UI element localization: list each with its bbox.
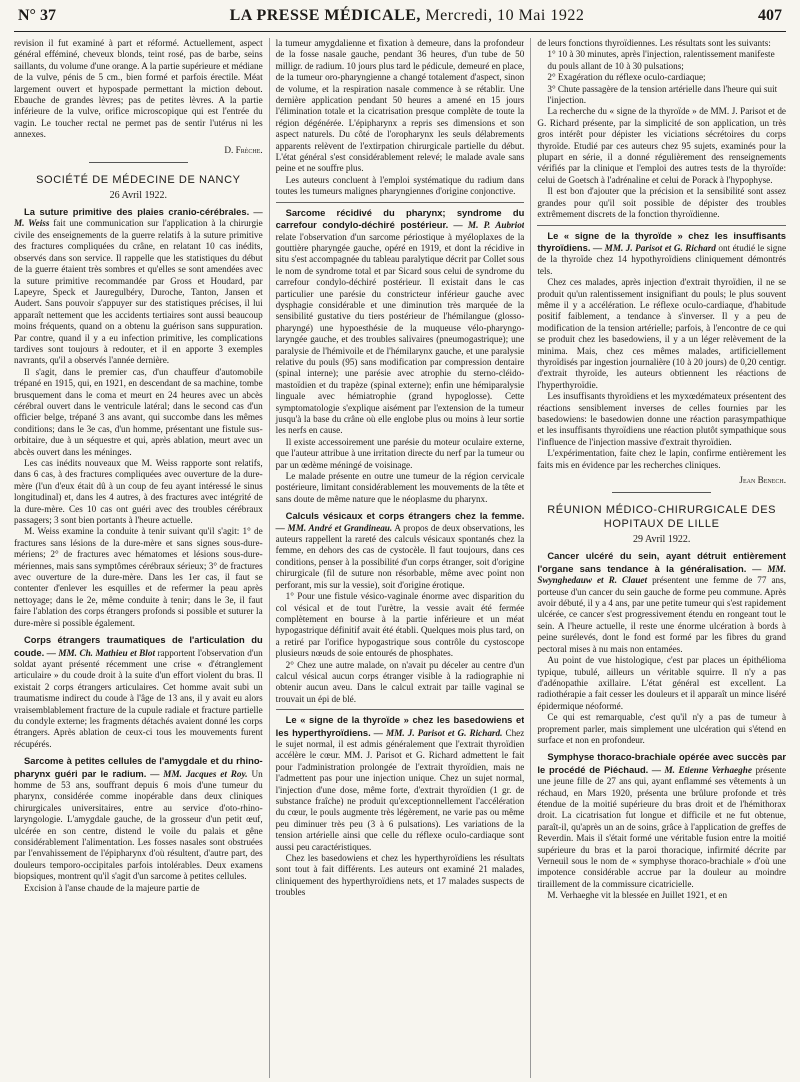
paragraph: Excision à l'anse chaude de la majeure partie de bbox=[24, 882, 200, 893]
paragraph: 2° Chez une autre malade, on n'avait pu déceler au centre d'un calcul vésical aucun corps étranger visible à la radiographie ni obtenir aucun aveu. Dans le calcul extrait par taille vaginal se trouvait un épi de blé. bbox=[275, 659, 525, 704]
section-divider bbox=[612, 492, 711, 493]
list-item: 3° Chute passagère de la tension artérielle dans l'heure qui suit l'injection. bbox=[547, 83, 778, 106]
article-author: — MM. André et Grandineau. bbox=[275, 522, 393, 533]
paragraph: Ce qui est remarquable, c'est qu'il n'y a pas de tumeur à proprement parler, mais simplement une ulcération qui s'étend en surface et non en profondeur. bbox=[537, 712, 786, 745]
results-list bbox=[537, 49, 786, 106]
article-title: Calculs vésicaux et corps étrangers chez la femme. bbox=[285, 510, 525, 522]
paragraph: 1° Pour une fistule vésico-vaginale énorme avec disparition du col vésical et de tout l'urètre, la vessie avait été fermée complètement en bourse à la partie inférieure et un méat hypogastrique définitif avait été établi. Quelques mois plus tard, on a retiré par l'orifice hypogastrique sous contrôle du cystoscope plusieurs nœuds de soie entourés de phosphates. bbox=[275, 591, 525, 659]
article-title: Sarcome à petites cellules de l'amygdale et du rhino-pharynx guéri par le radium. bbox=[14, 755, 263, 779]
article bbox=[14, 634, 263, 750]
article-author: — MM. Ch. Mathieu et Blot bbox=[46, 647, 156, 658]
list-item: 1° 10 à 30 minutes, après l'injection, ralentissement manifeste du pouls allant de 10 à 30 pulsations; bbox=[547, 49, 775, 71]
signature: D. Frèche. bbox=[224, 144, 263, 155]
article bbox=[537, 230, 786, 278]
columns bbox=[14, 38, 786, 1078]
article-title: Le « signe de la thyroïde » chez les insuffisants thyroïdiens. bbox=[537, 229, 786, 253]
article bbox=[14, 206, 263, 367]
paragraph: Les auteurs concluent à l'emploi systématique du radium dans toutes les tumeurs malignes pharyngiennes d'origine conjonctive. bbox=[275, 174, 525, 197]
paragraph: de leurs fonctions thyroïdiennes. Les résultats sont les suivants: bbox=[537, 38, 771, 48]
paragraph: Chez les basedowiens et chez les hyperthyroïdiens les résultats sont tout à fait différents. Les auteurs ont examiné 21 malades, cliniquement des hyperthyroïdiens nets, et 17 malades suspects de troubles bbox=[275, 853, 525, 898]
paragraph: Il est bon d'ajouter que la précision et la sensibilité sont assez grandes pour qu'il soit possible de dépister des troubles extrêmement discrets de la fonction thyroïdienne. bbox=[537, 186, 786, 220]
paragraph: Au point de vue histologique, c'est par places un épithélioma typique, tubulé, ailleurs un véritable squirre. Il n'y a pas d'adénopathie axillaire. L'état général est excellent. La radiothérapie a fait cesser les douleurs et il apparaît un mince liséré épidermique néoformé. bbox=[537, 655, 786, 711]
article-title: Corps étrangers traumatiques de l'articulation du coude. bbox=[14, 634, 263, 658]
article-author: — M. Etienne Verhaeghe bbox=[651, 764, 752, 775]
column-1 bbox=[14, 38, 263, 1078]
section-date: 26 Avril 1922. bbox=[109, 190, 167, 202]
column-3 bbox=[530, 38, 786, 1078]
paragraph: la tumeur amygdalienne et fixation à demeure, dans la profondeur de la fosse nasale gauche, pendant 36 heures, d'un tube de 50 milligr. de radium. 10 jours plus tard le pédicule, demeuré en place, de la tumeur oro-pharyngienne a changé totalement d'aspect, sinon de volume, et la respiration nasale commence à se rétablir. Une dernière application pendant 50 heures a amené en 15 jours l'élimination totale et la cicatrisation presque complète de toute la région dégénérée. L'épipharynx a repris ses dimensions et son aspect naturels. Du côté de l'oropharynx les seuls délabrements apparents relèvent de l'extirpation chirurgicale partielle du début. L'état général s'est considérablement relevé; le malade avale sans peine et ne souffre plus. bbox=[275, 38, 525, 174]
issue-number: N° 37 bbox=[18, 7, 56, 24]
article-author: — M. Weiss bbox=[14, 207, 263, 229]
paragraph: M. Weiss examine la conduite à tenir suivant qu'il s'agit: 1° de fractures sans lésions de la dure-mère et sans signes sous-dure-mériens; 2° de fractures avec hématomes et lésions sous-dure-mériennes, mais sans symptômes cérébraux sérieux; 3° de fractures avec ouverture de la dure-mère. Dans les 1er cas, il faut se contenter d'enlever les esquilles et de refermer la peau après nettoyage; dans le 2e, même conduite à tenir; dans le 3e, il faut faire l'ablation des corps étrangers profonds si possible et suturer la dure-mère si possible également. bbox=[14, 526, 263, 628]
article-text: Un homme de 53 ans, souffrant depuis 6 mois d'une tumeur du pharynx, considérée comme inopérable dans deux cliniques chirurgicales universitaires, entre au service d'oto-rhino-laryngologie. L'amygdale gauche, de la grosseur d'un petit œuf, ulcérée en son centre, distend le voile du palais et gêne considérablement l'alimentation. Les fosses nasales sont obstruées par l'envahissement de l'épipharynx d'où résultent, d'autre part, des douleurs temporo-occipitales parfois intolérables. Deux examens biopsiques, montrent qu'il s'agit d'un sarcome à petites cellules. bbox=[14, 768, 263, 882]
article-title: Sarcome récidivé du pharynx; syndrome du carrefour condylo-déchiré postérieur. bbox=[275, 206, 525, 231]
journal-name: LA PRESSE MÉDICALE, bbox=[229, 7, 421, 24]
article-title: Symphyse thoraco-brachiale opérée avec succès par le procédé de Piéchaud. bbox=[537, 751, 786, 775]
section-title: SOCIÉTÉ DE MÉDECINE DE NANCY bbox=[36, 174, 241, 187]
article bbox=[14, 755, 263, 882]
article-title: La suture primitive des plaies cranio-cérébrales. bbox=[24, 206, 250, 218]
header-rule bbox=[14, 31, 786, 32]
divider bbox=[276, 709, 525, 710]
article-author: — MM. Swynghedauw et R. Clauet bbox=[537, 563, 786, 586]
issue-date: Mercredi, 10 Mai 1922 bbox=[425, 7, 585, 24]
paragraph: M. Verhaeghe vit la blessée en Juillet 1921, et en bbox=[547, 890, 728, 901]
article-text: Chez le sujet normal, il est admis généralement que l'extrait thyroïdien accélère le cœur. MM. J. Parisot et G. Richard admettent le fait pour l'administration prolongée de l'extrait thyroïdien, mais ne l'admettent pas pour une injection unique. Chez un sujet normal, l'injection d'une dose, même forte, d'extrait thyroïdien (1 gr. de substance fraîche) ne produit qu'exceptionnellement l'accélération du cœur, le pouls augmente très légèrement, ne varie pas ou même peu diminuer très peu (3 à 6 pulsations). Les variations de la tension artérielle ainsi que celle du réflexe oculo-cardiaque sont aussi peu caractéristiques. bbox=[275, 727, 525, 852]
paragraph: Il s'agit, dans le premier cas, d'un chauffeur d'automobile trépané en 1915, qui, en 1921, en descendant de sa machine, tombe brusquement dans le coma et meurt en 24 heures avec un abcès cérébral ouvert dans le ventricule latéral; dans le second cas d'un officier belge, trépané 3 ans avant, qui succombe dans les mêmes conditions; dans le 3e cas, d'un homme, présentant une fistule sus-orbitaire, due à un séquestre et qui, après ablation, meurt avec un abcès ouvert dans les méninges. bbox=[14, 366, 263, 457]
paragraph: L'expérimentation, faite chez le lapin, confirme entièrement les faits mis en évidence par les recherches cliniques. bbox=[537, 448, 786, 470]
list-item: 2° Exagération du réflexe oculo-cardiaque; bbox=[547, 72, 706, 83]
article-text: présentent une femme de 77 ans, porteuse d'un cancer du sein gauche de forme peu commune. Après avoir débuté, il y a 4 ans, par une petite tumeur qui s'est rapidement ulcérée, ce cancer s'est progressivement étendu en rongeant tout le sein. A l'heure actuelle, il reste une énorme ulcération à bords à peine surélevés, dont le fond est formé par les fibres du grand pectoral mises à nu mais non entamées. bbox=[537, 575, 786, 654]
section-title: RÉUNION MÉDICO-CHIRURGICALE DES HOPITAUX DE LILLE bbox=[547, 504, 777, 531]
article-author: — M. P. Aubriot bbox=[453, 220, 525, 231]
article-text: présente une jeune fille de 27 ans qui, ayant enflammé ses vêtements à un réchaud, en Mars 1920, présenta une brûlure profonde et très étendue de la moitié supérieure du bras droit et de l'hémithorax droit. La cicatrisation fut longue et difficile et ne fut obtenue, paraît-il, qu'après un an de soins, grâce à l'application de greffes de Reverdin. Mais il s'était formé une véritable fusion entre la moitié supérieure du bras et la paroi thoracique, infirmité décrite par Verneuil sous le nom de « symphyse thoraco-brachiale » d'où une impotence considérable accrue par la douleur au moindre tiraillement de la commissure cicatricielle. bbox=[537, 764, 786, 889]
article-text: relate l'observation d'un sarcome périostique à myéloplaxes de la gouttière pharyngée gauche, opéré en 1919, et dont la récidive in situ s'est accompagnée du tableau paralytique décrit par Collet sous le nom de syndrome total et par Sicard sous celui de syndrome du carrefour condylo-déchiré postérieur. Il existait dans le cas particulier une parésie du constricteur inférieur gauche avec dysphagie considérable et une diminution très marquée de la sensibilité gustative du tiers postérieur de l'hémilangue (glosso-pharyngé) une hypoesthésie de la muqueuse vélo-pharyngo-laryngée gauche, et des troubles salivaires (pneumogastrique); une paralysie de l'hémivoile et de l'hémilarynx gauche, et une paralysie relative du pouls (95) sans modification par compression dentaire (spinal interne); une parésie avec atrophie du sterno-cléido-mastoïdien et du trapèze (spinal externe); enfin une hémiparalysie linguale avec hémiatrophie (grand hypoglosse). Cette symptomatologie s'explique aisément par l'extension de la tumeur jusqu'à la base du crâne où elle englobe plus ou moins à leur sortie les nerfs en cause. bbox=[275, 231, 525, 436]
paragraph: Chez ces malades, après injection d'extrait thyroïdien, il ne se produit qu'un ralentissement insignifiant du pouls; le plus souvent même il y a accélération. Le réflexe oculo-cardiaque, d'habitude positif faiblement, a tendance à s'inverser. Il y a peu de modification de la tension artérielle; parfois, à l'encontre de ce qui se produit chez les basedowiens, il y a un léger relèvement de la minima. Mais, chez ces mêmes malades, artificiellement thyroïdisés par ingestion journalière (10 à 20 jours) de 0,20 centigr. d'extrait thyroïde, les auteurs obtiennent les réactions de l'hyperthyroïdie. bbox=[537, 277, 786, 390]
section-divider bbox=[89, 162, 188, 163]
article bbox=[276, 207, 525, 437]
paragraph: Les insuffisants thyroïdiens et les myxœdémateux présentent des réactions sensiblement inverses de celles fournies par les basedowiens: le basedowien donne une réaction parasympathique et les insuffisants thyroïdiens une réaction plutôt sympathique sous l'influence de l'injection massive d'extrait thyroïdien. bbox=[537, 391, 786, 447]
article-text: fait une communication sur l'application à la chirurgie civile des enseignements de la guerre relatifs à la suture primitive des fractures compliquées du crâne, en relatant 10 cas inédits, observés dans son service. Il rappelle que les statistiques du début de la guerre étaient très sombres et qu'elles se sont amendées avec la suture primitive recommandée par Gross et Houdard, par Lapeyre, Speck et Jauregulbéry, Duroche, Tanton, Jansen et Audert. Sans pouvoir s'appuyer sur des statistiques précises, il lui apparaît nettement que les accidents tertiaires sont aussi beaucoup moins fréquents, quand on a obtenu la guérison sans suppuration. Par contre, quand il y a eu infection primitive, les complications tardives sont toujours à redouter, et il en apporte 3 exemples navrants, qu'il a observés l'année dernière. bbox=[14, 218, 263, 366]
article-title: Le « signe de la thyroïde » chez les basedowiens et les hyperthyroïdiens. bbox=[275, 714, 525, 738]
paragraph: La recherche du « signe de la thyroïde » de MM. J. Parisot et de G. Richard présente, par la simplicité de son application, un très gros intérêt pour dépister les viciations sécrétoires du corps thyroïde. Etudié par ces auteurs chez 95 sujets, examinés pour la plupart en série, il a donné régulièrement des renseignements vérifiés par la clinique et l'emploi des autres tests de la thyroïde: celui de Goetsch à l'adrénaline et celui de Porack à l'hypophyse. bbox=[537, 106, 786, 185]
article-author: — MM. J. Parisot et G. Richard. bbox=[373, 727, 503, 738]
article-author: — MM. J. Parisot et G. Richard bbox=[592, 242, 716, 253]
article-text: rapportent l'observation d'un soldat ayant présenté récemment une crise « d'étranglement articulaire » du coude droit à la suite d'un effort violent du bras. Il existait 2 corps étrangers articulaires. Cet homme avait subi un traumatisme indirect du coude à l'âge de 13 ans, il y avait eu alors vraisemblablement fracture de la cupule radiale et fracture partielle du condyle externe; les fragments détachés avaient donné les corps étrangers. Après ablation de ceux-ci tous les mouvements furent récupérés. bbox=[14, 647, 263, 749]
article bbox=[537, 550, 786, 655]
paragraph: revision il fut examiné à part et réformé. Actuellement, aspect général efféminé, cheveux blonds, teint rosé, pas de barbe, seins saillants, du volume d'une orange. A la partie supérieure et médiane de la vulve, pénis de 5 cm., bien formé et parfois érectile. Méat largement ouvert et hypospade permettant la miction debout. Ebauche de grandes lèvres; pas de petites lèvres. A la partie inférieure de la vulve, orifice microscopique qui est l'entrée du vagin. Le toucher rectal ne permet pas de sentir l'utérus ni les annexes. bbox=[14, 38, 263, 140]
article-text: ont étudié le signe de la thyroïde chez 14 hypothyroïdiens cliniquement démontrés tels. bbox=[537, 242, 786, 276]
paragraph: Il existe accessoirement une parésie du moteur oculaire externe, que l'auteur attribue à une irritation directe du nerf par la tumeur ou par un œdème méningé de voisinage. bbox=[275, 436, 525, 470]
signature: Jean Benech. bbox=[739, 475, 786, 486]
divider bbox=[276, 202, 525, 203]
paragraph: Les cas inédits nouveaux que M. Weiss rapporte sont relatifs, dans 6 cas, à des fractures compliquées avec ouverture de la dure-mère (l'un d'eux était dû à un coup de feu ayant intéressé le sinus longitudinal) et, dans les 4 autres, à des fractures avec intégrité de la dure-mère. Ces 10 cas ont guéri avec des troubles cérébraux passagers; 3 sont bien portants à l'heure actuelle. bbox=[14, 458, 263, 526]
article bbox=[276, 510, 525, 591]
masthead bbox=[230, 6, 585, 26]
article-author: — MM. Jacques et Roy. bbox=[150, 768, 248, 779]
page-header bbox=[14, 6, 786, 26]
article bbox=[276, 714, 525, 853]
section-date: 29 Avril 1922. bbox=[633, 534, 691, 546]
column-2 bbox=[269, 38, 525, 1078]
paragraph: Le malade présente en outre une tumeur de la région cervicale postérieure, limitant considérablement les mouvements de la tête et sans doute de même nature que le néoplasme du pharynx. bbox=[275, 471, 525, 504]
article bbox=[537, 751, 786, 890]
divider bbox=[537, 225, 786, 226]
page-number: 407 bbox=[758, 7, 782, 24]
article-text: A propos de deux observations, les auteurs rappellent la rareté des calculs vésicaux spontanés chez la femme, en dehors des cas de cystocèle. Il faut toujours, dans ces conditions, penser à la possibilité d'un corps étranger, soit d'origine chirurgicale (fil de suture non résorbable, même avec point non perforant, mis sur la vessie), soit d'origine érotique. bbox=[275, 522, 525, 590]
article-title: Cancer ulcéré du sein, ayant détruit entièrement l'organe sans tendance à la généralisation. bbox=[537, 550, 786, 574]
